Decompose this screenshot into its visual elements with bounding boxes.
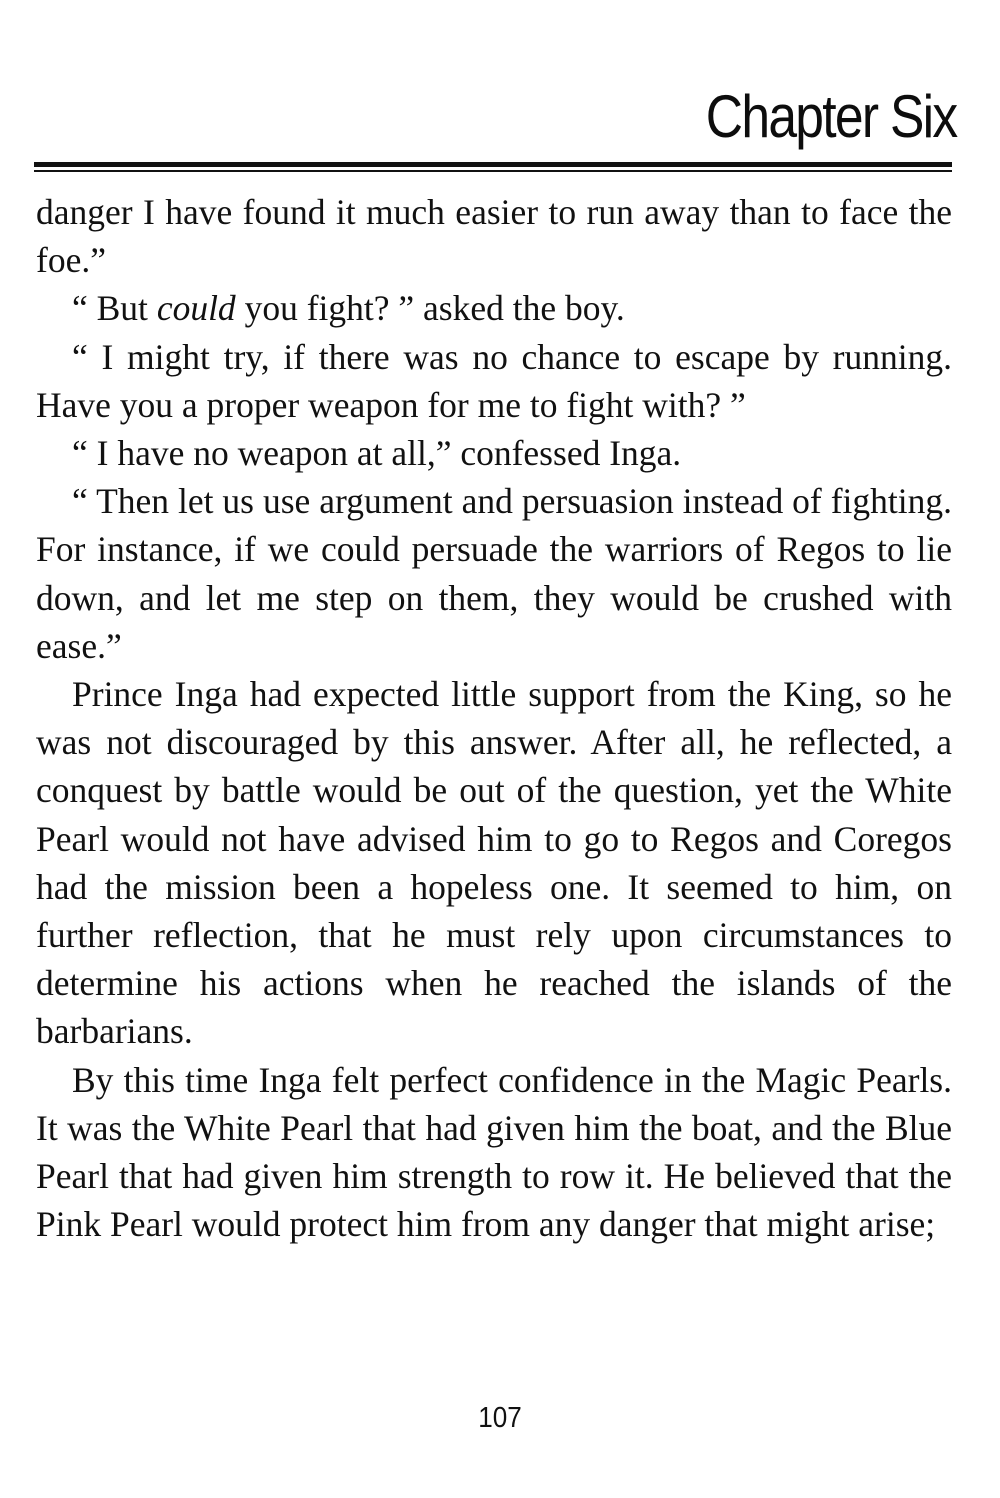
chapter-title: Chapter Six [705, 83, 956, 150]
body-text [36, 188, 952, 1248]
header-rule-thin [34, 170, 952, 172]
paragraph-dialogue-boy [36, 284, 952, 332]
paragraph-text: you fight? ” asked the boy. [235, 288, 625, 329]
paragraph-dialogue-king-2: “ Then let us use argument and persuasion instead of fighting. For instance, if we could persuade the warriors of Regos to lie down, and let me step on them, they would be crushed with ease.” [36, 481, 952, 666]
header-rule-thick [34, 162, 952, 167]
paragraph-dialogue-king: “ I might try, if there was no chance to escape by running. Have you a proper weapon for me to fight with? ” [36, 336, 952, 425]
paragraph-narration-1: Prince Inga had expected little support from the King, so he was not discouraged by this answer. After all, he reflected, a conquest by battle would be out of the question, yet the White Pearl would not have advised him to go to Regos and Coregos had the mission been a hopeless one. It seemed to him, on further reflection, that he must rely upon circumstances to determine his actions when he reached the islands of the barbarians. [36, 674, 952, 1052]
page-number: 107 [478, 1402, 522, 1434]
paragraph-dialogue-inga: “ I have no weapon at all,” confessed Inga. [72, 433, 682, 474]
emphasis-text: could [156, 288, 236, 329]
paragraph-text: “ But [72, 288, 157, 329]
paragraph-continued: danger I have found it much easier to run away than to face the foe.” [36, 192, 952, 281]
paragraph-narration-2: By this time Inga felt perfect confidence in the Magic Pearls. It was the White Pearl that had given him the boat, and the Blue Pearl that had given him strength to row it. He believed that the Pink Pearl would protect him from any danger that might arise; [36, 1059, 952, 1245]
